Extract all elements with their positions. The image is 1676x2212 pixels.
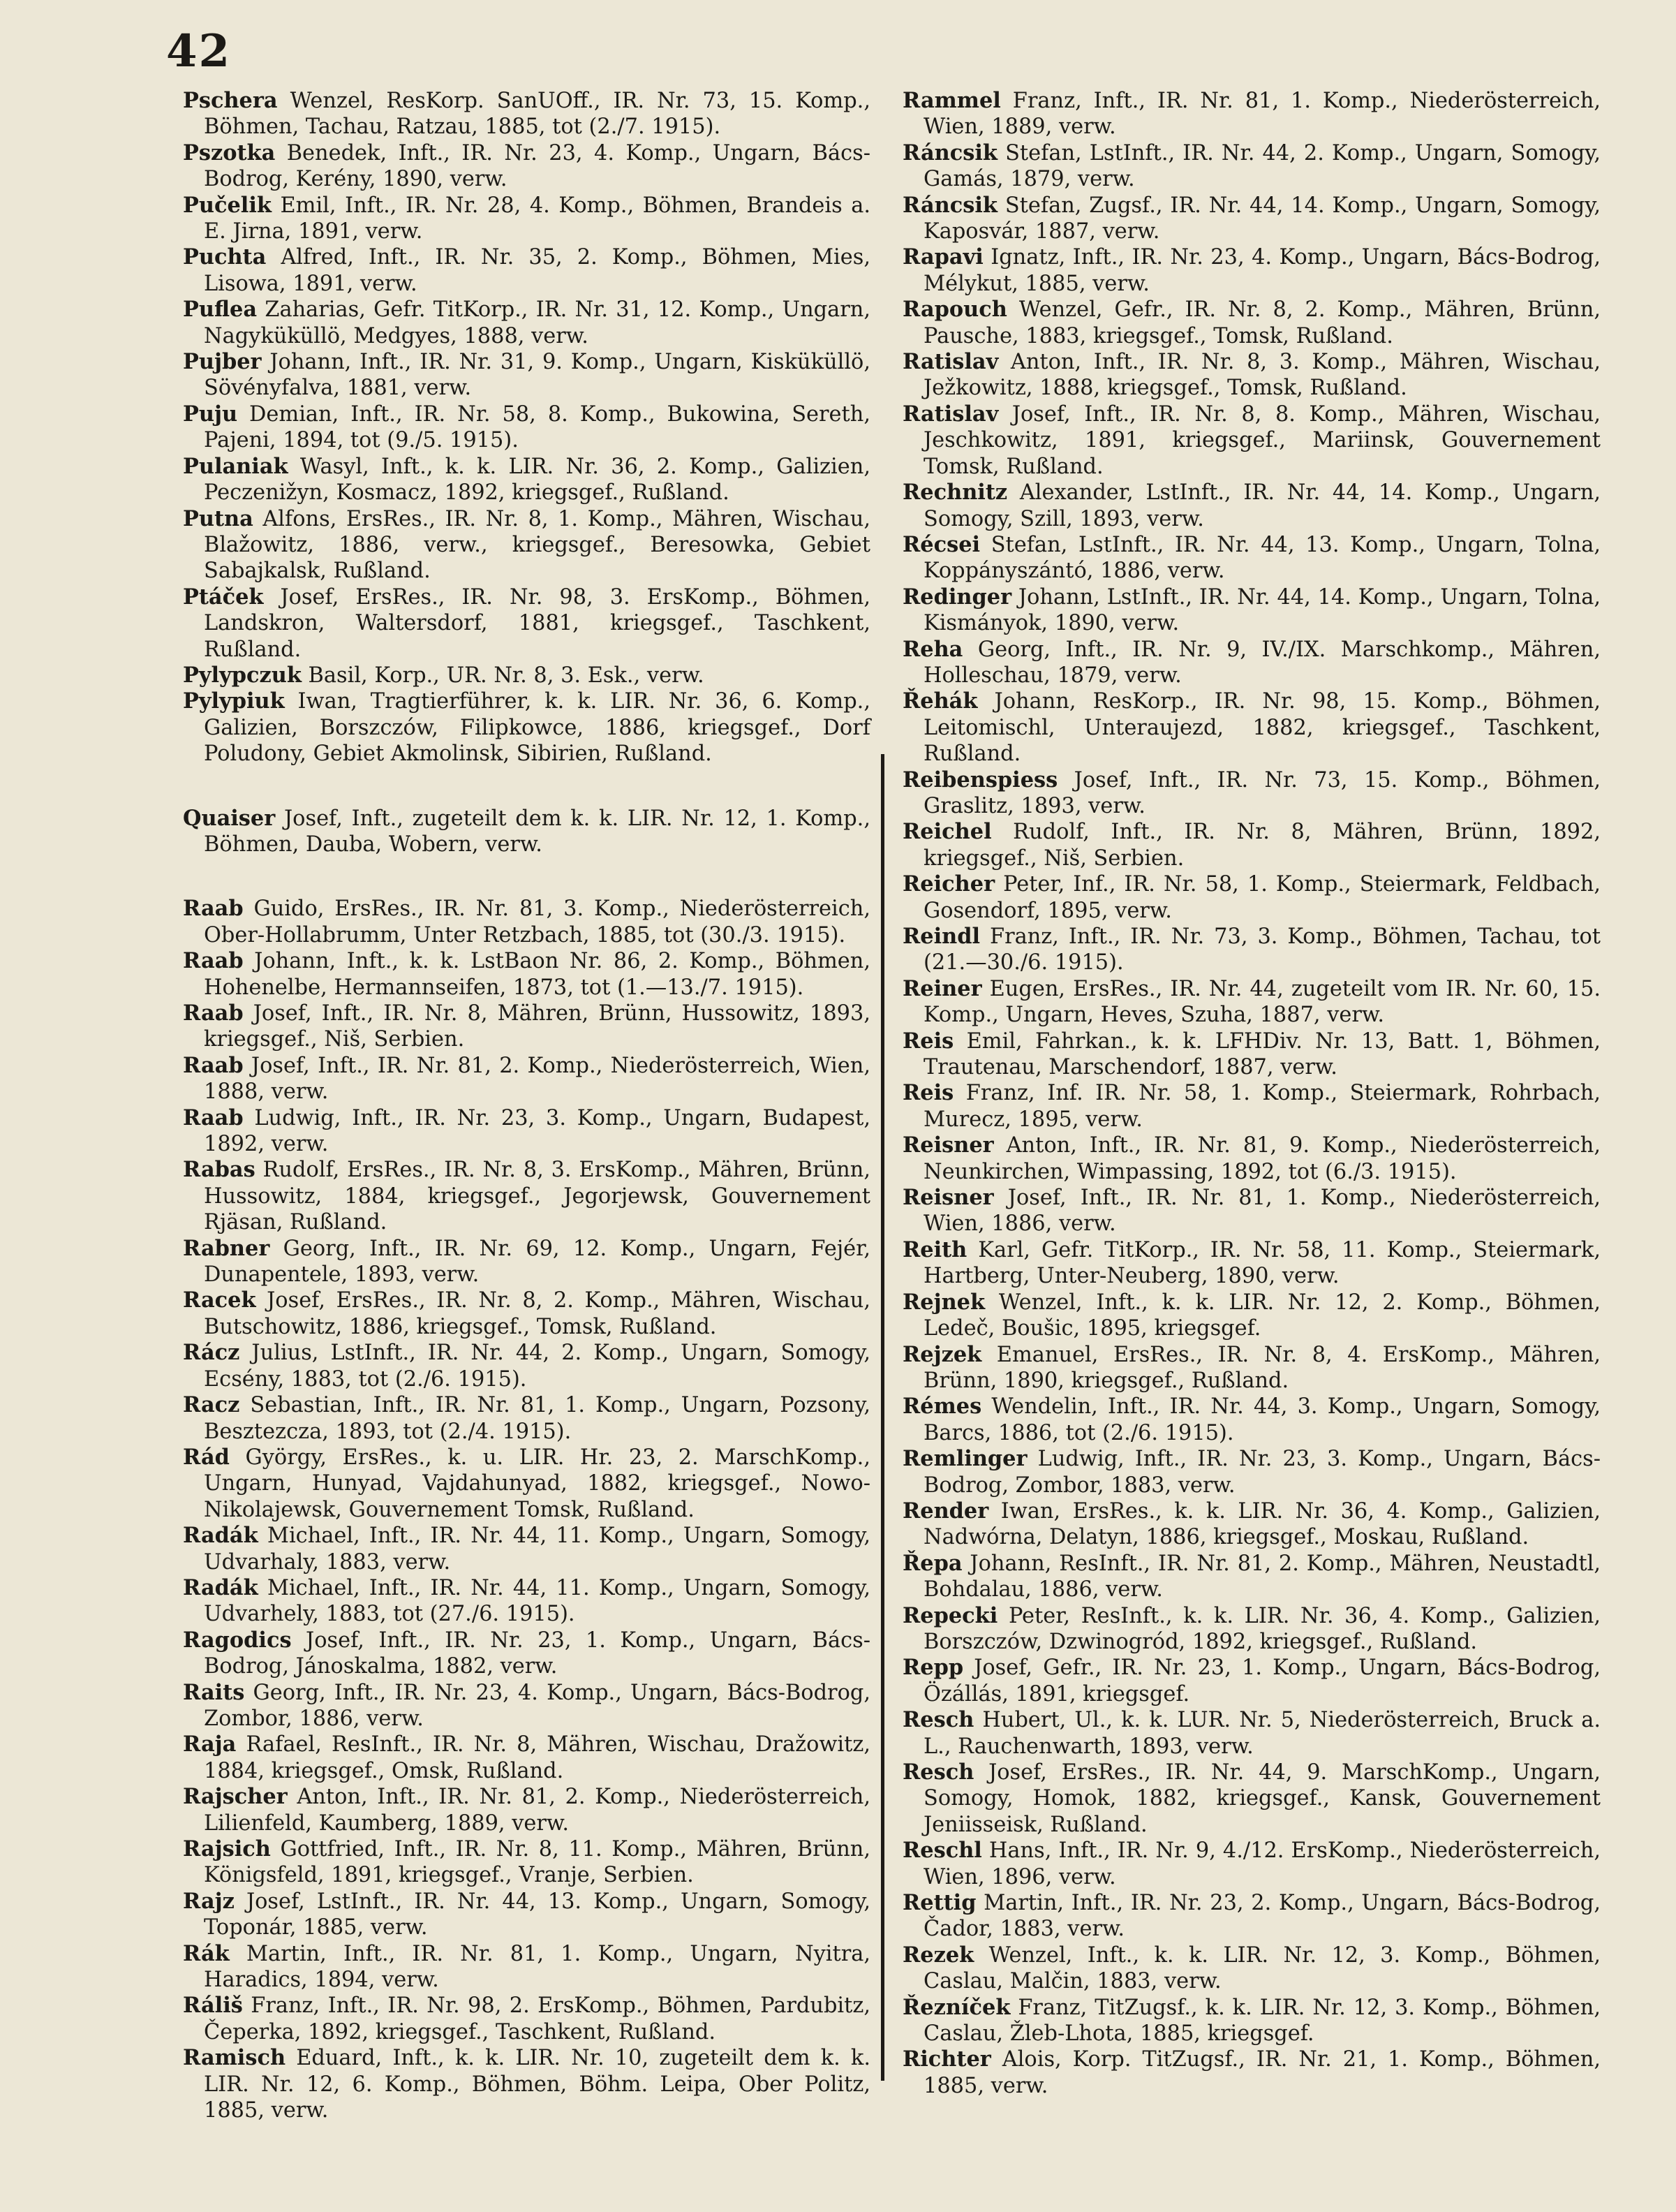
list-entry xyxy=(903,924,1601,976)
entry-surname: Reicher xyxy=(903,871,995,897)
entry-details: Stefan, Zugsf., IR. Nr. 44, 14. Komp., Ungarn, Somogy, Kaposvár, 1887, verw. xyxy=(924,193,1601,244)
entry-surname: Raab xyxy=(183,896,244,922)
list-entry xyxy=(183,1784,870,1836)
entry-details: Josef, ErsRes., IR. Nr. 8, 2. Komp., Mähren, Wischau, Butschowitz, 1886, kriegsgef., Tomsk, Rußland. xyxy=(204,1288,870,1339)
list-entry xyxy=(903,1446,1601,1498)
entry-surname: Rettig xyxy=(903,1890,977,1916)
list-entry xyxy=(183,1941,870,1993)
entry-surname: Repecki xyxy=(903,1602,998,1628)
list-entry xyxy=(183,1236,870,1288)
entry-surname: Redinger xyxy=(903,584,1012,610)
entry-surname: Řepa xyxy=(903,1550,963,1576)
entry-surname: Quaiser xyxy=(183,805,276,831)
entry-details: Ludwig, Inft., IR. Nr. 23, 3. Komp., Ungarn, Bács-Bodrog, Zombor, 1883, verw. xyxy=(924,1447,1601,1498)
list-entry xyxy=(903,1133,1601,1185)
list-entry xyxy=(903,401,1601,480)
page-number: 42 xyxy=(166,25,232,78)
entry-details: Franz, Inft., IR. Nr. 73, 3. Komp., Böhmen, Tachau, tot (21.—30./6. 1915). xyxy=(924,924,1601,975)
entry-surname: Repp xyxy=(903,1655,964,1681)
entry-surname: Ráncsik xyxy=(903,140,998,165)
list-entry xyxy=(903,976,1601,1028)
entry-details: Stefan, LstInft., IR. Nr. 44, 2. Komp., Ungarn, Somogy, Gamás, 1879, verw. xyxy=(924,140,1601,192)
entry-surname: Reibenspiess xyxy=(903,767,1058,792)
list-entry xyxy=(903,2047,1601,2099)
entry-surname: Rapouch xyxy=(903,297,1007,323)
list-entry xyxy=(903,140,1601,193)
entry-surname: Ragodics xyxy=(183,1627,292,1653)
list-entry xyxy=(183,1340,870,1392)
entry-details: Alfons, ErsRes., IR. Nr. 8, 1. Komp., Mähren, Wischau, Blažowitz, 1886, verw., kriegsgef., Beresowka, Gebiet Sabajkalsk, Rußland. xyxy=(204,506,870,584)
entry-surname: Ráliš xyxy=(183,1993,243,2019)
list-entry xyxy=(903,1707,1601,1760)
entry-details: Johann, Inft., IR. Nr. 31, 9. Komp., Ungarn, Kisküküllö, Sövényfalva, 1881, verw. xyxy=(204,350,870,401)
entry-surname: Raja xyxy=(183,1732,237,1757)
list-entry xyxy=(183,1628,870,1680)
entry-details: Hubert, Ul., k. k. LUR. Nr. 5, Niederösterreich, Bruck a. L., Rauchenwarth, 1893, verw. xyxy=(924,1708,1601,1759)
entry-details: Eduard, Inft., k. k. LIR. Nr. 10, zugeteilt dem k. k. LIR. Nr. 12, 6. Komp., Böhmen, Böhm. Leipa, Ober Politz, 1885, verw. xyxy=(204,2046,870,2123)
entry-details: Julius, LstInft., IR. Nr. 44, 2. Komp., Ungarn, Somogy, Ecsény, 1883, tot (2./6. 1915). xyxy=(204,1341,870,1392)
list-entry xyxy=(903,1995,1601,2047)
list-entry xyxy=(183,297,870,349)
list-entry xyxy=(183,688,870,767)
list-entry xyxy=(903,1942,1601,1995)
list-entry xyxy=(183,1157,870,1235)
entry-surname: Richter xyxy=(903,2047,991,2072)
entry-surname: Remlinger xyxy=(903,1446,1028,1472)
entry-surname: Reis xyxy=(903,1028,954,1054)
entry-details: Josef, Inft., IR. Nr. 8, 8. Komp., Mähren, Wischau, Jeschkowitz, 1891, kriegsgef., Mariinsk, Gouvernement Tomsk, Rußland. xyxy=(924,401,1601,479)
list-entry xyxy=(183,2045,870,2123)
left-column xyxy=(183,88,870,2123)
list-entry xyxy=(183,1993,870,2045)
entry-details: Wenzel, Inft., k. k. LIR. Nr. 12, 3. Komp., Böhmen, Caslau, Malčin, 1883, verw. xyxy=(924,1942,1601,1994)
entry-details: Guido, ErsRes., IR. Nr. 81, 3. Komp., Niederösterreich, Ober-Hollabrumm, Unter Retzbach, 1885, tot (30./3. 1915). xyxy=(204,897,870,948)
entry-details: Josef, Inft., IR. Nr. 23, 1. Komp., Ungarn, Bács-Bodrog, Jánoskalma, 1882, verw. xyxy=(204,1628,870,1679)
list-entry xyxy=(183,401,870,454)
list-entry xyxy=(903,1185,1601,1237)
entry-surname: Rejnek xyxy=(903,1289,986,1315)
entry-details: Wenzel, Inft., k. k. LIR. Nr. 12, 2. Komp., Böhmen, Ledeč, Boušic, 1895, kriegsgef. xyxy=(924,1290,1601,1341)
list-entry xyxy=(903,1760,1601,1838)
entry-details: Johann, Inft., k. k. LstBaon Nr. 86, 2. Komp., Böhmen, Hohenelbe, Hermannseifen, 1873, tot (1.—13./7. 1915). xyxy=(204,949,870,1000)
list-entry xyxy=(903,1655,1601,1707)
list-entry xyxy=(183,896,870,948)
list-entry xyxy=(183,1001,870,1053)
entry-surname: Rémes xyxy=(903,1394,982,1420)
entry-details: Georg, Inft., IR. Nr. 23, 4. Komp., Ungarn, Bács-Bodrog, Zombor, 1886, verw. xyxy=(204,1680,870,1731)
entry-surname: Rejzek xyxy=(903,1341,982,1367)
list-entry xyxy=(183,1523,870,1575)
entry-details: Franz, TitZugsf., k. k. LIR. Nr. 12, 3. Komp., Böhmen, Caslau, Žleb-Lhota, 1885, kriegsgef. xyxy=(924,1995,1601,2047)
entry-details: Stefan, LstInft., IR. Nr. 44, 13. Komp., Ungarn, Tolna, Koppányszántó, 1886, verw. xyxy=(924,532,1601,584)
list-entry xyxy=(903,1890,1601,1942)
entry-surname: Ráncsik xyxy=(903,192,998,218)
list-entry xyxy=(903,1551,1601,1603)
entry-surname: Pulaniak xyxy=(183,453,288,479)
entry-surname: Rajz xyxy=(183,1888,235,1914)
entry-surname: Ptáček xyxy=(183,584,264,610)
entry-surname: Puju xyxy=(183,401,238,427)
entry-surname: Rechnitz xyxy=(903,480,1008,506)
entry-surname: Ratislav xyxy=(903,349,999,375)
list-entry xyxy=(903,1498,1601,1551)
entry-details: Josef, Inft., IR. Nr. 73, 15. Komp., Böhmen, Graslitz, 1893, verw. xyxy=(924,767,1601,818)
list-entry xyxy=(183,1732,870,1784)
list-entry xyxy=(183,1680,870,1732)
entry-surname: Radák xyxy=(183,1575,258,1600)
entry-details: Franz, Inft., IR. Nr. 81, 1. Komp., Niederösterreich, Wien, 1889, verw. xyxy=(924,89,1601,140)
entry-details: Ludwig, Inft., IR. Nr. 23, 3. Komp., Ungarn, Budapest, 1892, verw. xyxy=(204,1105,870,1157)
entry-surname: Puflea xyxy=(183,297,258,323)
entry-surname: Rajsich xyxy=(183,1836,271,1861)
entry-surname: Ramisch xyxy=(183,2045,286,2071)
entry-details: Georg, Inft., IR. Nr. 69, 12. Komp., Ungarn, Fejér, Dunapentele, 1893, verw. xyxy=(204,1236,870,1288)
entry-details: Josef, ErsRes., IR. Nr. 98, 3. ErsKomp., Böhmen, Landskron, Waltersdorf, 1881, kriegsgef., Taschkent, Rußland. xyxy=(204,584,870,662)
right-column xyxy=(903,88,1601,2099)
entry-surname: Reisner xyxy=(903,1133,994,1158)
entry-details: György, ErsRes., k. u. LIR. Hr. 23, 2. MarschKomp., Ungarn, Hunyad, Vajdahunyad, 1882, kriegsgef., Nowo-Nikolajewsk, Gouvernement Tomsk, Rußland. xyxy=(204,1445,870,1522)
list-entry xyxy=(903,88,1601,140)
entry-surname: Raab xyxy=(183,1001,244,1026)
entry-surname: Pylypiuk xyxy=(183,688,285,714)
entry-details: Iwan, Tragtierführer, k. k. LIR. Nr. 36, 6. Komp., Galizien, Borszczów, Filipkowce, 1886, kriegsgef., Dorf Poludony, Gebiet Akmolinsk, Sibirien, Rußland. xyxy=(204,689,870,767)
list-entry xyxy=(903,532,1601,584)
entry-details: Anton, Inft., IR. Nr. 81, 9. Komp., Niederösterreich, Neunkirchen, Wimpassing, 1892, tot (6./3. 1915). xyxy=(924,1133,1601,1184)
list-entry xyxy=(183,1288,870,1340)
list-entry xyxy=(903,637,1601,689)
list-entry xyxy=(183,454,870,506)
entry-details: Peter, Inf., IR. Nr. 58, 1. Komp., Steiermark, Feldbach, Gosendorf, 1895, verw. xyxy=(924,872,1601,923)
entry-surname: Reiner xyxy=(903,975,982,1001)
list-entry xyxy=(903,1342,1601,1394)
list-entry xyxy=(903,584,1601,637)
list-entry xyxy=(903,349,1601,401)
list-entry xyxy=(183,193,870,245)
entry-details: Johann, ResKorp., IR. Nr. 98, 15. Komp., Böhmen, Leitomischl, Unteraujezd, 1882, kriegsgef., Taschkent, Rußland. xyxy=(924,689,1601,767)
entry-surname: Rammel xyxy=(903,88,1001,113)
entry-surname: Raits xyxy=(183,1679,245,1705)
list-entry xyxy=(903,1394,1601,1446)
list-entry xyxy=(183,140,870,193)
list-entry xyxy=(903,1838,1601,1890)
entry-details: Basil, Korp., UR. Nr. 8, 3. Esk., verw. xyxy=(301,663,704,688)
entry-surname: Rapavi xyxy=(903,244,984,270)
entry-details: Wasyl, Inft., k. k. LIR. Nr. 36, 2. Komp., Galizien, Peczenižyn, Kosmacz, 1892, kriegsgef., Rußland. xyxy=(204,454,870,506)
entry-surname: Reith xyxy=(903,1237,967,1262)
list-entry xyxy=(903,688,1601,767)
entry-surname: Puchta xyxy=(183,244,267,270)
entry-details: Johann, LstInft., IR. Nr. 44, 14. Komp., Ungarn, Tolna, Kismányok, 1890, verw. xyxy=(924,584,1601,636)
entry-details: Sebastian, Inft., IR. Nr. 81, 1. Komp., Ungarn, Pozsony, Besztezcza, 1893, tot (2./4. 1915). xyxy=(204,1393,870,1444)
entry-details: Iwan, ErsRes., k. k. LIR. Nr. 36, 4. Komp., Galizien, Nadwórna, Delatyn, 1886, kriegsgef., Moskau, Rußland. xyxy=(924,1498,1601,1550)
entry-details: Demian, Inft., IR. Nr. 58, 8. Komp., Bukowina, Sereth, Pajeni, 1894, tot (9./5. 1915). xyxy=(204,401,870,453)
entry-details: Josef, Inft., IR. Nr. 81, 1. Komp., Niederösterreich, Wien, 1886, verw. xyxy=(924,1186,1601,1237)
entry-details: Josef, ErsRes., IR. Nr. 44, 9. MarschKomp., Ungarn, Somogy, Homok, 1882, kriegsgef., Kansk, Gouvernement Jeniisseisk, Rußland. xyxy=(924,1760,1601,1837)
entry-surname: Reichel xyxy=(903,819,992,845)
entry-surname: Pučelik xyxy=(183,192,272,218)
entry-details: Alfred, Inft., IR. Nr. 35, 2. Komp., Böhmen, Mies, Lisowa, 1891, verw. xyxy=(204,245,870,296)
list-entry xyxy=(183,1392,870,1445)
list-entry xyxy=(903,480,1601,532)
entry-details: Peter, ResInft., k. k. LIR. Nr. 36, 4. Komp., Galizien, Borszczów, Dzwinogród, 1892, kriegsgef., Rußland. xyxy=(924,1603,1601,1654)
entry-details: Josef, Inft., IR. Nr. 81, 2. Komp., Niederösterreich, Wien, 1888, verw. xyxy=(204,1053,870,1105)
entry-surname: Resch xyxy=(903,1707,974,1733)
entry-details: Wenzel, ResKorp. SanUOff., IR. Nr. 73, 15. Komp., Böhmen, Tachau, Ratzau, 1885, tot (2./7. 1915). xyxy=(204,89,870,140)
entry-details: Hans, Inft., IR. Nr. 9, 4./12. ErsKomp., Niederösterreich, Wien, 1896, verw. xyxy=(924,1838,1601,1889)
entry-details: Wendelin, Inft., IR. Nr. 44, 3. Komp., Ungarn, Somogy, Barcs, 1886, tot (2./6. 1915). xyxy=(924,1394,1601,1445)
list-entry xyxy=(903,767,1601,820)
entry-surname: Rád xyxy=(183,1444,230,1470)
entry-surname: Reha xyxy=(903,636,963,662)
entry-surname: Řezníček xyxy=(903,1994,1011,2020)
entry-details: Josef, LstInft., IR. Nr. 44, 13. Komp., Ungarn, Somogy, Toponár, 1885, verw. xyxy=(204,1889,870,1940)
entry-surname: Récsei xyxy=(903,531,981,557)
list-entry xyxy=(903,1080,1601,1133)
list-entry xyxy=(903,1028,1601,1081)
list-entry xyxy=(183,584,870,663)
entry-details: Martin, Inft., IR. Nr. 23, 2. Komp., Ungarn, Bács-Bodrog, Čador, 1883, verw. xyxy=(924,1891,1601,1942)
entry-surname: Pujber xyxy=(183,349,262,375)
entry-surname: Raab xyxy=(183,1105,244,1130)
list-entry xyxy=(183,1105,870,1158)
list-entry xyxy=(183,349,870,401)
entry-surname: Radák xyxy=(183,1523,258,1549)
entry-details: Zaharias, Gefr. TitKorp., IR. Nr. 31, 12. Komp., Ungarn, Nagyküküllö, Medgyes, 1888, verw. xyxy=(204,297,870,348)
entry-surname: Rabner xyxy=(183,1235,270,1261)
list-entry xyxy=(183,88,870,140)
entry-surname: Řehák xyxy=(903,688,978,714)
list-entry xyxy=(183,1053,870,1105)
entry-details: Rafael, ResInft., IR. Nr. 8, Mähren, Wischau, Dražowitz, 1884, kriegsgef., Omsk, Rußland. xyxy=(204,1732,870,1783)
list-entry xyxy=(183,948,870,1001)
entry-details: Emil, Inft., IR. Nr. 28, 4. Komp., Böhmen, Brandeis a. E. Jirna, 1891, verw. xyxy=(204,193,870,244)
list-entry xyxy=(903,193,1601,245)
entry-details: Benedek, Inft., IR. Nr. 23, 4. Komp., Ungarn, Bács-Bodrog, Kerény, 1890, verw. xyxy=(204,140,870,192)
list-entry xyxy=(183,1445,870,1523)
entry-details: Martin, Inft., IR. Nr. 81, 1. Komp., Ungarn, Nyitra, Haradics, 1894, verw. xyxy=(204,1941,870,1993)
entry-details: Michael, Inft., IR. Nr. 44, 11. Komp., Ungarn, Somogy, Udvarhely, 1883, tot (27./6. 1915). xyxy=(204,1575,870,1627)
entry-details: Rudolf, ErsRes., IR. Nr. 8, 3. ErsKomp., Mähren, Brünn, Hussowitz, 1884, kriegsgef., Jegorjewsk, Gouvernement Rjäsan, Rußland. xyxy=(204,1158,870,1235)
entry-surname: Ratislav xyxy=(903,401,999,427)
list-entry xyxy=(183,506,870,584)
entry-details: Johann, ResInft., IR. Nr. 81, 2. Komp., Mähren, Neustadtl, Bohdalau, 1886, verw. xyxy=(924,1551,1601,1602)
list-entry xyxy=(903,819,1601,871)
list-entry xyxy=(183,1889,870,1941)
list-entry xyxy=(903,1237,1601,1290)
entry-details: Alois, Korp. TitZugsf., IR. Nr. 21, 1. Komp., Böhmen, 1885, verw. xyxy=(924,2047,1601,2098)
entry-details: Wenzel, Gefr., IR. Nr. 8, 2. Komp., Mähren, Brünn, Pausche, 1883, kriegsgef., Tomsk, Rußland. xyxy=(924,297,1601,348)
entry-surname: Rajscher xyxy=(183,1784,288,1810)
entry-surname: Pszotka xyxy=(183,140,276,165)
entry-details: Josef, Inft., zugeteilt dem k. k. LIR. Nr. 12, 1. Komp., Böhmen, Dauba, Wobern, verw. xyxy=(204,806,870,857)
entry-details: Alexander, LstInft., IR. Nr. 44, 14. Komp., Ungarn, Somogy, Szill, 1893, verw. xyxy=(924,480,1601,531)
entry-surname: Reschl xyxy=(903,1838,982,1864)
entry-surname: Pylypczuk xyxy=(183,662,302,688)
list-entry xyxy=(183,1836,870,1889)
entry-details: Franz, Inf. IR. Nr. 58, 1. Komp., Steiermark, Rohrbach, Murecz, 1895, verw. xyxy=(924,1081,1601,1132)
column-divider xyxy=(881,754,884,2081)
entry-details: Ignatz, Inft., IR. Nr. 23, 4. Komp., Ungarn, Bács-Bodrog, Mélykut, 1885, verw. xyxy=(924,245,1601,296)
entry-surname: Render xyxy=(903,1498,989,1524)
list-entry xyxy=(183,244,870,297)
entry-details: Josef, Gefr., IR. Nr. 23, 1. Komp., Ungarn, Bács-Bodrog, Özállás, 1891, kriegsgef. xyxy=(924,1656,1601,1706)
entry-details: Michael, Inft., IR. Nr. 44, 11. Komp., Ungarn, Somogy, Udvarhaly, 1883, verw. xyxy=(204,1524,870,1575)
entry-surname: Resch xyxy=(903,1760,974,1785)
list-entry xyxy=(903,297,1601,349)
entry-surname: Reindl xyxy=(903,924,981,949)
entry-details: Karl, Gefr. TitKorp., IR. Nr. 58, 11. Komp., Steiermark, Hartberg, Unter-Neuberg, 1890, verw. xyxy=(924,1237,1601,1289)
list-entry xyxy=(183,1575,870,1628)
entry-details: Franz, Inft., IR. Nr. 98, 2. ErsKomp., Böhmen, Pardubitz, Čeperka, 1892, kriegsgef., Taschkent, Rußland. xyxy=(204,1993,870,2044)
entry-details: Josef, Inft., IR. Nr. 8, Mähren, Brünn, Hussowitz, 1893, kriegsgef., Niš, Serbien. xyxy=(204,1001,870,1052)
list-entry xyxy=(903,871,1601,924)
entry-surname: Putna xyxy=(183,506,253,531)
entry-details: Rudolf, Inft., IR. Nr. 8, Mähren, Brünn, 1892, kriegsgef., Niš, Serbien. xyxy=(924,820,1601,871)
entry-surname: Racek xyxy=(183,1288,256,1313)
entry-surname: Rácz xyxy=(183,1340,240,1366)
entry-surname: Pschera xyxy=(183,88,278,113)
entry-surname: Rák xyxy=(183,1940,230,1966)
entry-surname: Reis xyxy=(903,1080,954,1106)
entry-details: Emil, Fahrkan., k. k. LFHDiv. Nr. 13, Batt. 1, Böhmen, Trautenau, Marschendorf, 1887, verw. xyxy=(924,1028,1601,1080)
entry-details: Anton, Inft., IR. Nr. 8, 3. Komp., Mähren, Wischau, Ježkowitz, 1888, kriegsgef., Tomsk, Rußland. xyxy=(924,350,1601,401)
entry-surname: Reisner xyxy=(903,1185,994,1211)
entry-surname: Raab xyxy=(183,948,244,974)
list-entry xyxy=(183,663,870,688)
entry-details: Gottfried, Inft., IR. Nr. 8, 11. Komp., Mähren, Brünn, Königsfeld, 1891, kriegsgef., Vranje, Serbien. xyxy=(204,1837,870,1888)
entry-surname: Rezek xyxy=(903,1942,974,1968)
entry-details: Anton, Inft., IR. Nr. 81, 2. Komp., Niederösterreich, Lilienfeld, Kaumberg, 1889, verw. xyxy=(204,1785,870,1836)
entry-details: Georg, Inft., IR. Nr. 9, IV./IX. Marschkomp., Mähren, Holleschau, 1879, verw. xyxy=(924,637,1601,688)
list-entry xyxy=(183,806,870,858)
list-entry xyxy=(903,244,1601,297)
entry-surname: Racz xyxy=(183,1392,240,1418)
entry-details: Eugen, ErsRes., IR. Nr. 44, zugeteilt vom IR. Nr. 60, 15. Komp., Ungarn, Heves, Szuha, 1887, verw. xyxy=(924,976,1601,1028)
entry-details: Emanuel, ErsRes., IR. Nr. 8, 4. ErsKomp., Mähren, Brünn, 1890, kriegsgef., Rußland. xyxy=(924,1342,1601,1393)
list-entry xyxy=(903,1603,1601,1656)
entry-surname: Rabas xyxy=(183,1157,255,1183)
list-entry xyxy=(903,1290,1601,1342)
entry-surname: Raab xyxy=(183,1052,244,1078)
